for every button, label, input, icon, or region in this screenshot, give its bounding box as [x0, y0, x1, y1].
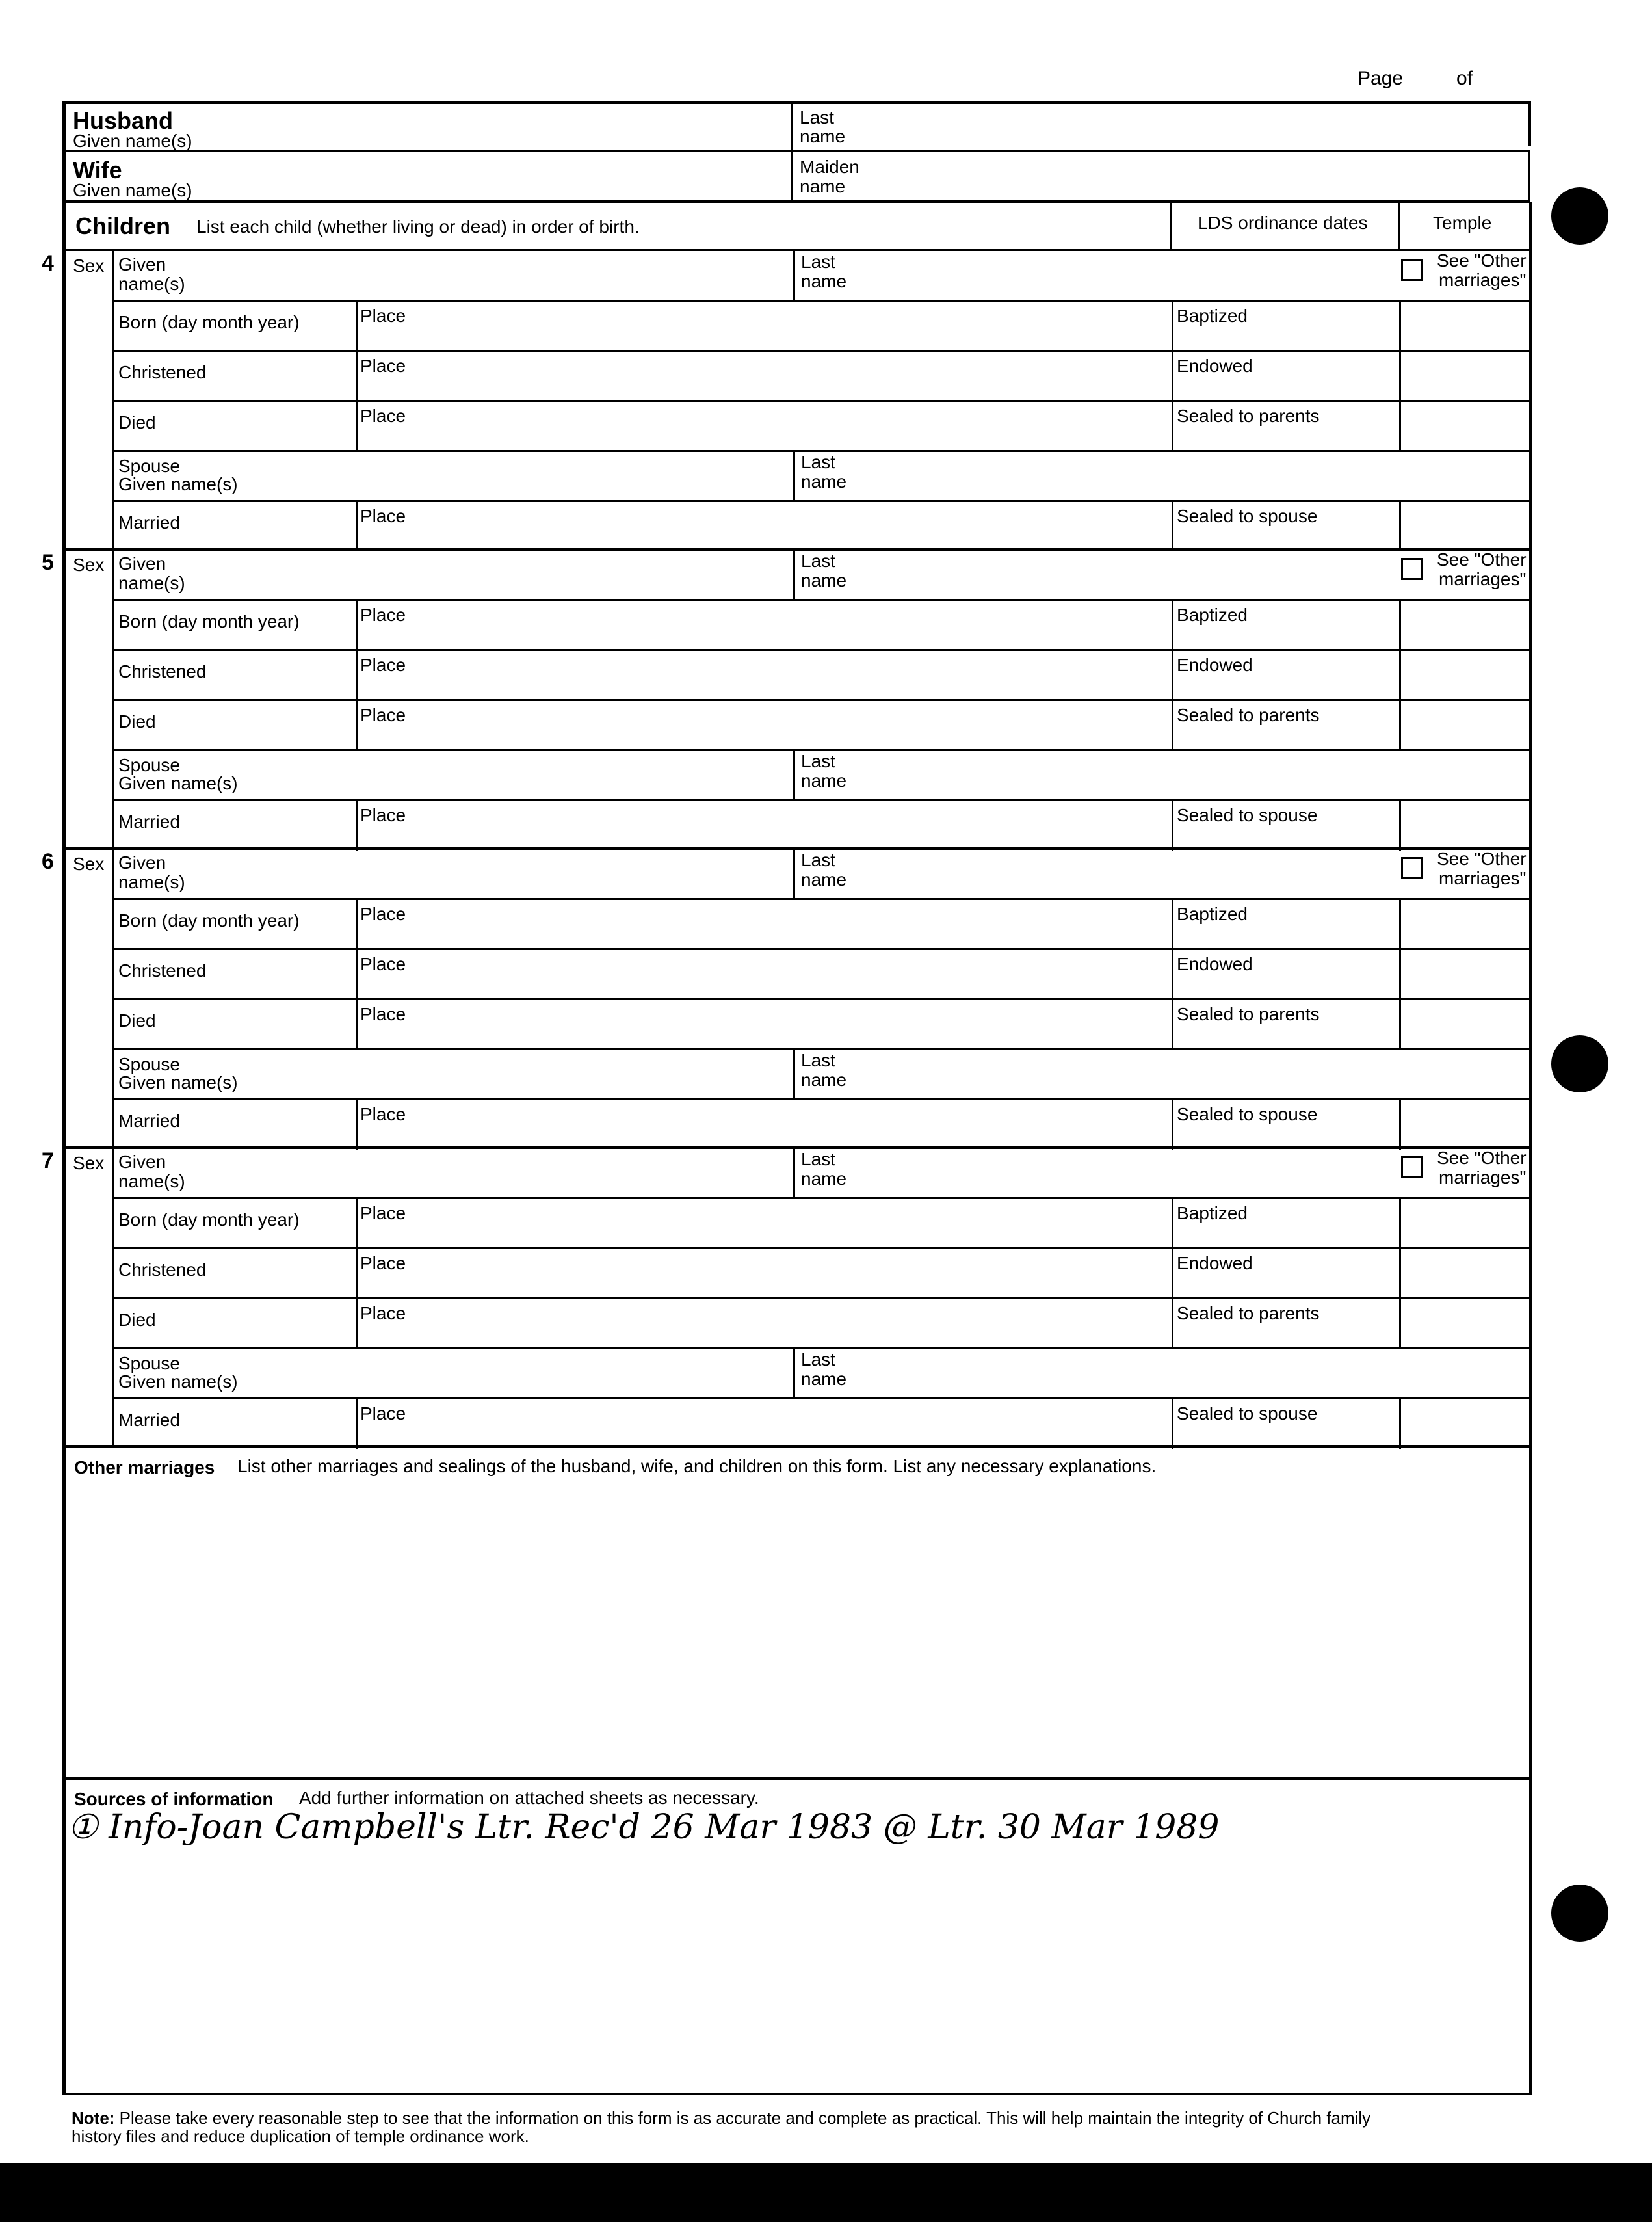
sources-instruction: Add further information on attached sheets as necessary.: [299, 1788, 759, 1808]
child-christened-place-label: Place: [360, 655, 406, 675]
child-baptized-date-field[interactable]: [1177, 626, 1391, 647]
child-christened-place-field[interactable]: [429, 358, 1164, 397]
child-sex-label: Sex: [73, 1153, 105, 1173]
husband-name-label: name: [800, 126, 846, 146]
spouse-last-field[interactable]: [865, 455, 1521, 498]
wife-name-label: name: [800, 176, 846, 196]
lds-ordinance-dates-label: LDS ordinance dates: [1198, 213, 1368, 233]
child-given-names-label: name(s): [118, 1171, 185, 1191]
child-last-name-label: name: [801, 869, 847, 890]
sealed-to-spouse-date-field[interactable]: [1177, 1126, 1391, 1146]
child-given-field[interactable]: [215, 1151, 787, 1195]
child-baptized-label: Baptized: [1177, 904, 1248, 924]
binder-hole-middle: [1551, 1035, 1608, 1092]
child-christened-place-field[interactable]: [429, 956, 1164, 995]
child-endowed-date-field[interactable]: [1177, 377, 1391, 398]
married-place-field[interactable]: [429, 1106, 1164, 1145]
child-sealed-to-parents-date-field[interactable]: [1177, 726, 1391, 747]
child-given-label: Given: [118, 853, 166, 873]
see-other-label: See "Other: [1437, 849, 1527, 869]
child-last-field[interactable]: [865, 254, 1385, 298]
other-marriages-title: Other marriages: [74, 1457, 215, 1477]
child-last-field[interactable]: [865, 852, 1385, 896]
married-place-field[interactable]: [429, 1405, 1164, 1444]
child-endowed-temple-field[interactable]: [1404, 355, 1525, 398]
child-christened-place-field[interactable]: [429, 1255, 1164, 1294]
child-last-label: Last: [801, 1149, 835, 1169]
child-last-field[interactable]: [865, 1151, 1385, 1195]
child-baptized-date-field[interactable]: [1177, 1224, 1391, 1245]
husband-title: Husband: [73, 107, 174, 134]
spouse-given-label: Given name(s): [118, 773, 238, 793]
child-baptized-label: Baptized: [1177, 306, 1248, 326]
sealed-to-spouse-date-field[interactable]: [1177, 527, 1391, 548]
child-born-place-field[interactable]: [429, 1205, 1164, 1244]
child-sealed-to-parents-temple-field[interactable]: [1404, 1003, 1525, 1046]
child-died-place-field[interactable]: [429, 1305, 1164, 1344]
see-other-marriages-label: marriages": [1439, 270, 1527, 290]
spouse-given-field[interactable]: [273, 1053, 787, 1096]
child-christened-label: Christened: [118, 362, 207, 382]
child-christened-label: Christened: [118, 960, 207, 981]
child-baptized-date-field[interactable]: [1177, 327, 1391, 348]
other-marriages-checkbox[interactable]: [1401, 1156, 1423, 1178]
child-born-label: Born (day month year): [118, 611, 300, 631]
child-died-label: Died: [118, 412, 156, 432]
child-last-name-label: name: [801, 570, 847, 590]
child-died-place-field[interactable]: [429, 1006, 1164, 1045]
child-endowed-date-field[interactable]: [1177, 975, 1391, 996]
child-endowed-date-field[interactable]: [1177, 1275, 1391, 1295]
child-christened-place-field[interactable]: [429, 657, 1164, 696]
other-marriages-checkbox[interactable]: [1401, 558, 1423, 580]
sources-title: Sources of information: [74, 1789, 274, 1809]
children-title: Children: [75, 213, 171, 239]
see-other-marriages-label: marriages": [1439, 1167, 1527, 1187]
spouse-label: Spouse: [118, 1353, 180, 1373]
note-text-1: Please take every reasonable step to see that the information on this form is as accurate and complete as practical. This will help maintain the integrity of Church family: [119, 2108, 1371, 2128]
child-sealed-to-parents-date-field[interactable]: [1177, 1025, 1391, 1046]
child-sealed-to-parents-temple-field[interactable]: [1404, 1303, 1525, 1345]
child-endowed-label: Endowed: [1177, 1253, 1253, 1273]
child-sex-label: Sex: [73, 256, 105, 276]
married-date-field[interactable]: [124, 829, 351, 849]
spouse-last-label: Last: [801, 1050, 835, 1070]
child-died-place-label: Place: [360, 1303, 406, 1323]
spouse-given-label: Given name(s): [118, 474, 238, 494]
child-born-date-field[interactable]: [124, 330, 351, 349]
child-sealed-to-parents-date-field[interactable]: [1177, 1325, 1391, 1345]
see-other-marriages-label: marriages": [1439, 868, 1527, 888]
child-sealed-to-parents-label: Sealed to parents: [1177, 1303, 1320, 1323]
child-baptized-temple-field[interactable]: [1404, 604, 1525, 647]
married-place-field[interactable]: [429, 807, 1164, 846]
child-christened-label: Christened: [118, 661, 207, 681]
binder-hole-bottom: [1551, 1885, 1608, 1942]
child-last-label: Last: [801, 252, 835, 272]
child-christened-place-label: Place: [360, 1253, 406, 1273]
married-place-label: Place: [360, 1104, 406, 1124]
sealed-to-spouse-temple-field[interactable]: [1404, 1104, 1525, 1146]
page-label: Page: [1357, 68, 1404, 89]
sealed-to-spouse-label: Sealed to spouse: [1177, 805, 1318, 825]
married-date-field[interactable]: [124, 1427, 351, 1447]
child-died-date-field[interactable]: [124, 430, 351, 449]
wife-title: Wife: [73, 157, 122, 183]
sealed-to-spouse-date-field[interactable]: [1177, 827, 1391, 847]
child-died-label: Died: [118, 1310, 156, 1330]
child-christened-date-field[interactable]: [124, 380, 351, 399]
child-died-label: Died: [118, 711, 156, 732]
page-of-label: of: [1456, 68, 1473, 89]
husband-given-field[interactable]: [273, 107, 787, 147]
child-given-label: Given: [118, 553, 166, 574]
other-marriages-checkbox[interactable]: [1401, 857, 1423, 879]
child-died-label: Died: [118, 1011, 156, 1031]
see-other-label: See "Other: [1437, 549, 1527, 570]
child-last-name-label: name: [801, 1169, 847, 1189]
child-baptized-date-field[interactable]: [1177, 925, 1391, 946]
spouse-last-label: Last: [801, 452, 835, 472]
married-place-label: Place: [360, 805, 406, 825]
child-died-date-field[interactable]: [124, 1327, 351, 1347]
child-christened-place-label: Place: [360, 356, 406, 376]
child-born-place-field[interactable]: [429, 906, 1164, 945]
child-christened-date-field[interactable]: [124, 679, 351, 698]
spouse-label: Spouse: [118, 456, 180, 476]
child-born-date-field[interactable]: [124, 1227, 351, 1247]
child-baptized-temple-field[interactable]: [1404, 305, 1525, 348]
children-instruction: List each child (whether living or dead) in order of birth.: [196, 217, 640, 237]
married-label: Married: [118, 1410, 180, 1430]
child-sealed-to-parents-date-field[interactable]: [1177, 427, 1391, 448]
note-title: Note:: [72, 2108, 115, 2128]
scan-bottom-border: [0, 2163, 1652, 2222]
child-baptized-temple-field[interactable]: [1404, 903, 1525, 946]
child-born-label: Born (day month year): [118, 910, 300, 931]
child-endowed-temple-field[interactable]: [1404, 654, 1525, 697]
spouse-given-field[interactable]: [273, 754, 787, 797]
spouse-last-field[interactable]: [865, 754, 1521, 797]
binder-hole-top: [1551, 187, 1608, 245]
child-sealed-to-parents-temple-field[interactable]: [1404, 405, 1525, 448]
child-last-name-label: name: [801, 271, 847, 291]
child-died-place-label: Place: [360, 406, 406, 426]
child-sealed-to-parents-label: Sealed to parents: [1177, 1004, 1320, 1024]
child-born-label: Born (day month year): [118, 1210, 300, 1230]
child-given-names-label: name(s): [118, 573, 185, 593]
spouse-given-field[interactable]: [273, 455, 787, 498]
sealed-to-spouse-label: Sealed to spouse: [1177, 506, 1318, 526]
wife-given-label: Given name(s): [73, 180, 192, 200]
spouse-label: Spouse: [118, 1054, 180, 1074]
child-given-label: Given: [118, 1152, 166, 1172]
child-endowed-label: Endowed: [1177, 655, 1253, 675]
child-number: 5: [42, 550, 54, 575]
child-given-field[interactable]: [215, 852, 787, 896]
spouse-given-field[interactable]: [273, 1353, 787, 1395]
child-christened-date-field[interactable]: [124, 1277, 351, 1297]
child-given-field[interactable]: [215, 553, 787, 597]
child-born-date-field[interactable]: [124, 928, 351, 947]
child-number: 4: [42, 251, 54, 276]
married-label: Married: [118, 512, 180, 533]
child-sealed-to-parents-label: Sealed to parents: [1177, 406, 1320, 426]
sealed-to-spouse-temple-field[interactable]: [1404, 804, 1525, 847]
child-died-place-field[interactable]: [429, 408, 1164, 447]
husband-last-field[interactable]: [865, 107, 1521, 147]
child-endowed-label: Endowed: [1177, 356, 1253, 376]
sources-handwritten-entry: ① Info-Joan Campbell's Ltr. Rec'd 26 Mar 1983 @ Ltr. 30 Mar 1989: [68, 1808, 1220, 1847]
see-other-label: See "Other: [1437, 1148, 1527, 1168]
child-number: 7: [42, 1148, 54, 1173]
note-text-line-1: [72, 2108, 1370, 2128]
married-date-field[interactable]: [124, 1128, 351, 1148]
married-place-label: Place: [360, 506, 406, 526]
wife-maiden-field[interactable]: [865, 156, 1521, 196]
child-sex-label: Sex: [73, 854, 105, 874]
child-given-names-label: name(s): [118, 274, 185, 294]
wife-maiden-label: Maiden: [800, 157, 859, 177]
spouse-last-name-label: name: [801, 771, 847, 791]
child-sealed-to-parents-label: Sealed to parents: [1177, 705, 1320, 725]
child-baptized-label: Baptized: [1177, 1203, 1248, 1223]
child-endowed-temple-field[interactable]: [1404, 953, 1525, 996]
child-born-place-field[interactable]: [429, 607, 1164, 646]
child-born-date-field[interactable]: [124, 629, 351, 648]
child-last-field[interactable]: [865, 553, 1385, 597]
child-given-field[interactable]: [215, 254, 787, 298]
child-died-date-field[interactable]: [124, 1028, 351, 1048]
child-sex-label: Sex: [73, 555, 105, 575]
husband-last-label: Last: [800, 107, 834, 127]
spouse-last-field[interactable]: [865, 1053, 1521, 1096]
other-marriages-field[interactable]: [72, 1483, 1521, 1772]
spouse-last-name-label: name: [801, 1070, 847, 1090]
see-other-marriages-label: marriages": [1439, 569, 1527, 589]
married-date-field[interactable]: [124, 530, 351, 549]
husband-given-label: Given name(s): [73, 131, 192, 151]
child-christened-label: Christened: [118, 1260, 207, 1280]
sealed-to-spouse-label: Sealed to spouse: [1177, 1403, 1318, 1423]
child-christened-place-label: Place: [360, 954, 406, 974]
child-baptized-temple-field[interactable]: [1404, 1202, 1525, 1245]
spouse-last-field[interactable]: [865, 1353, 1521, 1395]
child-given-label: Given: [118, 254, 166, 274]
married-place-label: Place: [360, 1403, 406, 1423]
child-sealed-to-parents-temple-field[interactable]: [1404, 704, 1525, 747]
child-christened-date-field[interactable]: [124, 978, 351, 998]
child-endowed-label: Endowed: [1177, 954, 1253, 974]
child-died-place-field[interactable]: [429, 707, 1164, 746]
child-born-place-label: Place: [360, 605, 406, 625]
child-born-label: Born (day month year): [118, 312, 300, 332]
spouse-given-label: Given name(s): [118, 1371, 238, 1392]
child-born-place-label: Place: [360, 306, 406, 326]
spouse-last-label: Last: [801, 1349, 835, 1369]
see-other-label: See "Other: [1437, 250, 1527, 271]
note-text-line-2: history files and reduce duplication of temple ordinance work.: [72, 2126, 529, 2146]
child-born-place-label: Place: [360, 1203, 406, 1223]
spouse-last-name-label: name: [801, 471, 847, 492]
sources-field[interactable]: [72, 1853, 1521, 2087]
child-last-label: Last: [801, 551, 835, 571]
temple-label: Temple: [1433, 213, 1492, 233]
child-died-date-field[interactable]: [124, 729, 351, 748]
spouse-last-name-label: name: [801, 1369, 847, 1389]
married-place-field[interactable]: [429, 508, 1164, 547]
sealed-to-spouse-label: Sealed to spouse: [1177, 1104, 1318, 1124]
child-born-place-label: Place: [360, 904, 406, 924]
sealed-to-spouse-date-field[interactable]: [1177, 1425, 1391, 1446]
spouse-last-label: Last: [801, 751, 835, 771]
child-born-place-field[interactable]: [429, 308, 1164, 347]
spouse-given-label: Given name(s): [118, 1072, 238, 1092]
child-endowed-temple-field[interactable]: [1404, 1252, 1525, 1295]
married-label: Married: [118, 812, 180, 832]
child-last-label: Last: [801, 850, 835, 870]
married-label: Married: [118, 1111, 180, 1131]
child-baptized-label: Baptized: [1177, 605, 1248, 625]
sealed-to-spouse-temple-field[interactable]: [1404, 1403, 1525, 1446]
spouse-label: Spouse: [118, 755, 180, 775]
child-died-place-label: Place: [360, 705, 406, 725]
other-marriages-checkbox[interactable]: [1401, 259, 1423, 281]
child-endowed-date-field[interactable]: [1177, 676, 1391, 697]
other-marriages-instruction: List other marriages and sealings of the husband, wife, and children on this form. List any necessary explanations.: [237, 1456, 1157, 1476]
sealed-to-spouse-temple-field[interactable]: [1404, 505, 1525, 548]
wife-given-field[interactable]: [273, 156, 787, 196]
child-died-place-label: Place: [360, 1004, 406, 1024]
child-number: 6: [42, 849, 54, 874]
child-given-names-label: name(s): [118, 872, 185, 892]
